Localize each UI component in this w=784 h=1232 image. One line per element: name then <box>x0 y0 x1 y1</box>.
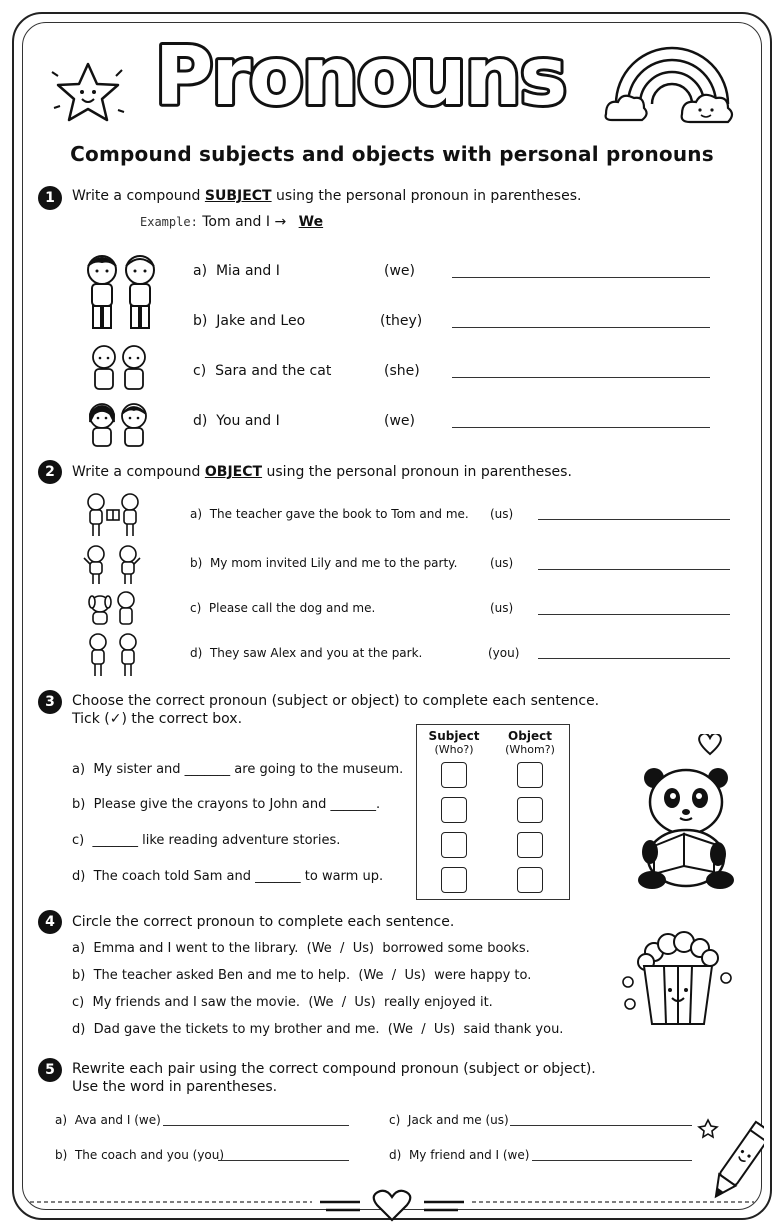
section-3-item-c: c) _______ like reading adventure stories. <box>72 833 341 848</box>
smiling-star-icon <box>48 58 128 128</box>
section-4-number: 4 <box>38 910 62 934</box>
section-3-number: 3 <box>38 690 62 714</box>
tick-box-table <box>416 724 570 900</box>
section-2-item-b-answer-line[interactable] <box>538 569 730 570</box>
section-2-item-c-pronoun: (us) <box>490 601 514 615</box>
item-c-object-checkbox[interactable] <box>517 832 543 858</box>
section-5-item-a-answer-line[interactable] <box>163 1125 349 1126</box>
section-5-instruction: Rewrite each pair using the correct compound pronoun (subject or object). Use the word in parentheses. <box>72 1061 596 1095</box>
item-b-subject-checkbox[interactable] <box>441 797 467 823</box>
section-2-item-a-pronoun: (us) <box>490 507 514 521</box>
column-object: Object (Whom?) <box>505 729 555 756</box>
section-1-item-d: d) You and I <box>193 413 280 429</box>
kids-with-gift-picture <box>84 492 142 538</box>
section-1-item-c-pronoun: (she) <box>384 363 420 379</box>
rainbow-icon <box>602 34 742 130</box>
section-1-instruction: Write a compound SUBJECT using the personal pronoun in parentheses. <box>72 188 582 204</box>
item-c-subject-checkbox[interactable] <box>441 832 467 858</box>
page-title <box>130 24 590 124</box>
section-1-item-a: a) Mia and I <box>193 263 280 279</box>
section-5-item-b-answer-line[interactable] <box>218 1160 349 1161</box>
footer-heart-divider <box>30 1188 754 1224</box>
section-5-item-d: d) My friend and I (we) <box>389 1148 530 1162</box>
section-1-item-a-pronoun: (we) <box>384 263 415 279</box>
section-4-item-c: c) My friends and I saw the movie. (We / Us) really enjoyed it. <box>72 995 493 1010</box>
section-2-item-b-pronoun: (us) <box>490 556 514 570</box>
section-4-item-a: a) Emma and I went to the library. (We / Us) borrowed some books. <box>72 941 530 956</box>
section-1-item-b: b) Jake and Leo <box>193 313 306 329</box>
girl-and-boy-picture <box>84 400 152 450</box>
section-4-instruction: Circle the correct pronoun to complete each sentence. <box>72 914 455 930</box>
two-boys-small-picture <box>86 632 142 678</box>
item-a-object-checkbox[interactable] <box>517 762 543 788</box>
section-3-item-b: b) Please give the crayons to John and _______. <box>72 797 381 812</box>
item-a-subject-checkbox[interactable] <box>441 762 467 788</box>
svg-text:Pronouns: Pronouns <box>154 30 566 123</box>
section-2-item-d-pronoun: (you) <box>488 646 520 660</box>
section-1-item-b-pronoun: (they) <box>380 313 423 329</box>
section-1-item-d-answer-line[interactable] <box>452 427 710 428</box>
section-4-item-b: b) The teacher asked Ben and me to help. (We / Us) were happy to. <box>72 968 532 983</box>
dog-and-boy-picture <box>86 590 142 628</box>
section-2-item-d-answer-line[interactable] <box>538 658 730 659</box>
item-d-subject-checkbox[interactable] <box>441 867 467 893</box>
popcorn-icon <box>618 930 738 1030</box>
section-1-item-a-answer-line[interactable] <box>452 277 710 278</box>
section-5-item-a: a) Ava and I (we) <box>55 1113 161 1127</box>
item-b-object-checkbox[interactable] <box>517 797 543 823</box>
section-1-example: Example: Tom and I → We <box>140 214 324 230</box>
section-2-item-a-answer-line[interactable] <box>538 519 730 520</box>
section-1-number: 1 <box>38 186 62 210</box>
item-d-object-checkbox[interactable] <box>517 867 543 893</box>
panda-reading-icon <box>628 734 740 890</box>
section-5-number: 5 <box>38 1058 62 1082</box>
column-subject: Subject (Who?) <box>428 729 480 756</box>
section-5-item-b: b) The coach and you (you) <box>55 1148 225 1162</box>
section-5-item-c-answer-line[interactable] <box>510 1125 692 1126</box>
section-2-item-a: a) The teacher gave the book to Tom and me. <box>190 507 469 521</box>
section-4-item-d: d) Dad gave the tickets to my brother and me. (We / Us) said thank you. <box>72 1022 564 1037</box>
two-boys-picture <box>80 250 164 334</box>
section-1-item-c-answer-line[interactable] <box>452 377 710 378</box>
kids-waving-picture <box>82 544 144 586</box>
section-2-item-c-answer-line[interactable] <box>538 614 730 615</box>
section-2-item-d: d) They saw Alex and you at the park. <box>190 646 423 660</box>
section-2-number: 2 <box>38 460 62 484</box>
section-2-instruction: Write a compound OBJECT using the personal pronoun in parentheses. <box>72 464 572 480</box>
section-5-item-d-answer-line[interactable] <box>532 1160 692 1161</box>
worksheet-subtitle: Compound subjects and objects with personal pronouns <box>70 142 714 166</box>
section-3-instruction: Choose the correct pronoun (subject or object) to complete each sentence. Tick (✓) the correct box. <box>72 693 600 727</box>
section-2-item-c: c) Please call the dog and me. <box>190 601 376 615</box>
section-2-item-b: b) My mom invited Lily and me to the party. <box>190 556 458 570</box>
section-1-item-b-answer-line[interactable] <box>452 327 710 328</box>
section-3-item-a: a) My sister and _______ are going to the museum. <box>72 762 404 777</box>
section-5-item-c: c) Jack and me (us) <box>389 1113 509 1127</box>
section-1-item-c: c) Sara and the cat <box>193 363 332 379</box>
section-3-item-d: d) The coach told Sam and _______ to warm up. <box>72 869 384 884</box>
two-girls-picture <box>86 342 152 394</box>
section-1-item-d-pronoun: (we) <box>384 413 415 429</box>
